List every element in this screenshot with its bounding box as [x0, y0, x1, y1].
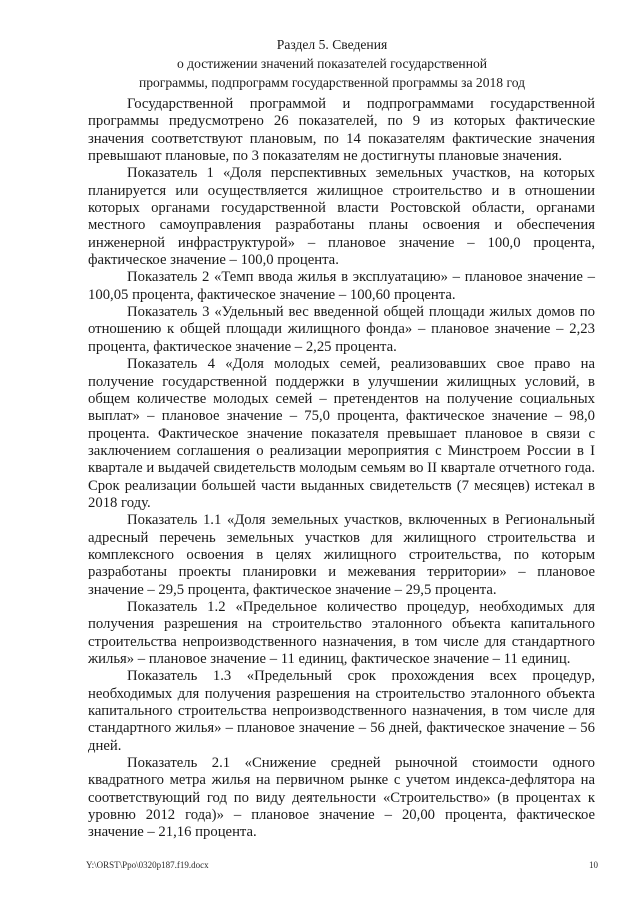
paragraph-indicator-2-1: Показатель 2.1 «Снижение средней рыночной стоимости одного квадратного метра жилья на первичном рынке с учетом индекса-дефлятора на соответствующий год по виду деятельности «Строительство» (в процентах к уровню 2012 года)» – плановое значение – 20,00 процента, фактическое значение – 21,16 процента.: [88, 755, 595, 841]
document-body: [88, 96, 595, 842]
paragraph-indicator-4: Показатель 4 «Доля молодых семей, реализовавших свое право на получение государственной поддержки в улучшении жилищных условий, в общем количестве молодых семей – претендентов на получение социальных выплат» – плановое значение – 75,0 процента, фактическое значение – 98,0 процента. Фактическое значение показателя превышает плановое в связи с заключением соглашения о реализации мероприятия с Минстроем России в I квартале и выдачей свидетельств молодым семьям во II квартале отчетного года. Срок реализации большей части выданных свидетельств (7 месяцев) истекал в 2018 году.: [88, 356, 595, 511]
section-heading: [100, 35, 564, 92]
paragraph-indicator-1-2: Показатель 1.2 «Предельное количество процедур, необходимых для получения разрешения на строительство эталонного объекта капитального строительства непроизводственного назначения, в том числе для стандартного жилья» – плановое значение – 11 единиц, фактическое значение – 11 единиц.: [88, 598, 595, 667]
footer-file-path: Y:\ORST\Ppo\0320p187.f19.docx: [86, 860, 209, 870]
paragraph-indicator-2: Показатель 2 «Темп ввода жилья в эксплуатацию» – плановое значение – 100,05 процента, фактическое значение – 100,60 процента.: [88, 269, 595, 303]
heading-line-2: о достижении значений показателей государственной: [176, 56, 488, 71]
paragraph-indicator-3: Показатель 3 «Удельный вес введенной общей площади жилых домов по отношению к общей площади жилищного фонда» – плановое значение – 2,23 процента, фактическое значение – 2,25 процента.: [88, 304, 595, 355]
footer-page-number: 10: [589, 860, 598, 870]
heading-line-1: Раздел 5. Сведения: [276, 37, 388, 52]
paragraph-indicator-1: Показатель 1 «Доля перспективных земельных участков, на которых планируется или осуществляется жилищное строительство и в отношении которых органами государственной власти Ростовской области, органами местного самоуправления разработаны планы освоения и обеспечения инженерной инфраструктурой» – плановое значение – 100,0 процента, фактическое значение – 100,0 процента.: [88, 165, 595, 269]
paragraph-indicator-1-1: Показатель 1.1 «Доля земельных участков, включенных в Региональный адресный перечень земельных участков для жилищного строительства и комплексного освоения в целях жилищного строительства, по которым разработаны проекты планировки и межевания территории» – плановое значение – 29,5 процента, фактическое значение – 29,5 процента.: [88, 512, 595, 598]
paragraph-indicator-1-3: Показатель 1.3 «Предельный срок прохождения всех процедур, необходимых для получения разрешения на строительство эталонного объекта капитального строительства непроизводственного назначения, в том числе для стандартного жилья» – плановое значение – 56 дней, фактическое значение – 56 дней.: [88, 668, 595, 754]
heading-line-3: программы, подпрограмм государственной программы за 2018 год: [138, 75, 526, 90]
paragraph-summary: Государственной программой и подпрограммами государственной программы предусмотрено 26 показателей, по 9 из которых фактические значения соответствуют плановым, по 14 показателям фактические значения превышают плановые, по 3 показателям не достигнуты плановые значения.: [88, 96, 595, 165]
